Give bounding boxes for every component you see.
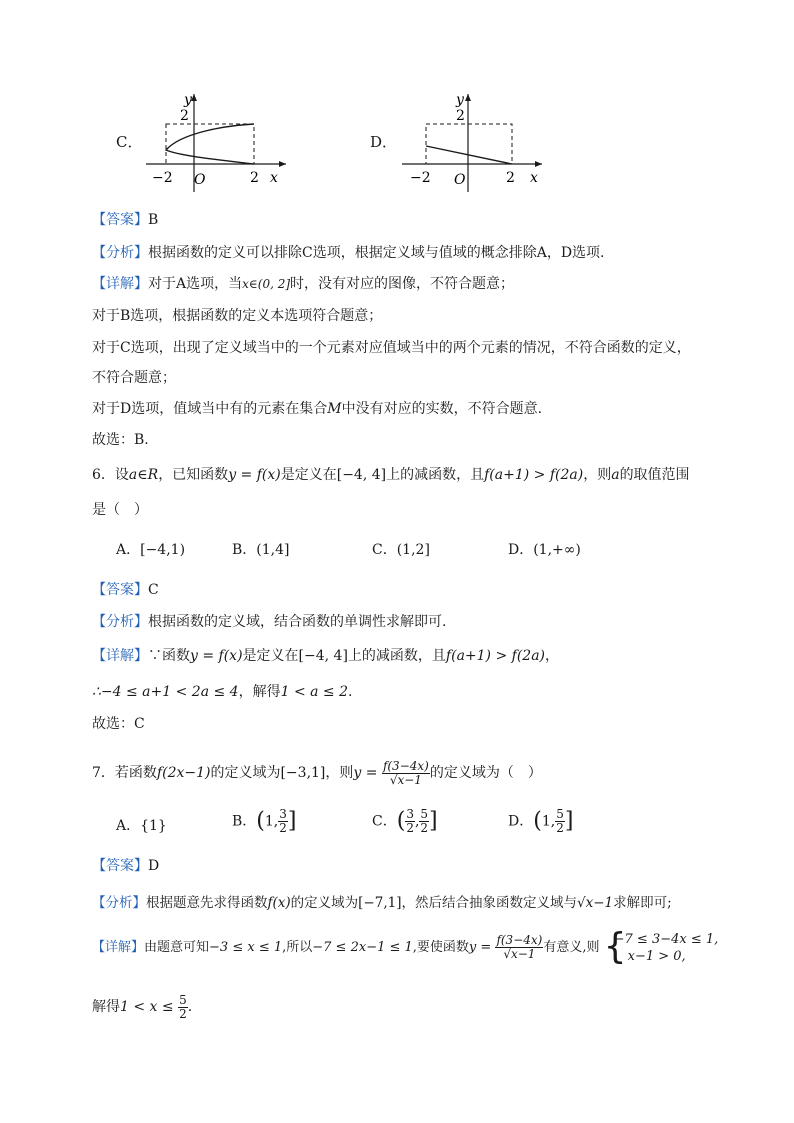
detail-tag: 【详解】 (92, 648, 148, 664)
answer-tag: 【答案】 (92, 858, 148, 874)
graph-c-y-label: y (184, 92, 192, 108)
option-prefix: D． (508, 813, 534, 830)
analysis-text: 求解即可; (613, 895, 672, 911)
solve-fraction (178, 994, 188, 1021)
answer-value: D (148, 858, 160, 874)
graph-d-segment (426, 146, 512, 164)
detail-text: ∵函数 (148, 648, 190, 664)
graph-d-tick-xneg: −2 (410, 170, 431, 186)
math-expr: y = (468, 940, 492, 955)
option-value: 1, (541, 813, 556, 830)
detail-text: 由题意可知 (144, 940, 210, 955)
q6-answer (92, 580, 159, 600)
option-prefix: B． (232, 813, 257, 830)
graph-d-origin: O (454, 172, 466, 188)
detail-tag: 【详解】 (92, 276, 148, 292)
brace: { (603, 925, 627, 967)
analysis-tag: 【分析】 (92, 895, 146, 911)
graph-d (396, 82, 556, 194)
math-expr: f(a+1) > f(2a) (445, 648, 546, 664)
graph-d-y-arrow (465, 94, 471, 101)
q5-detail-4: 不符合题意； (92, 370, 176, 386)
graph-c-tick-y: 2 (180, 108, 189, 124)
math-expr: a (611, 467, 620, 483)
inequality-system (603, 925, 719, 967)
detail-text: 对于D选项，值域当中有的元素在集合 (92, 401, 328, 417)
stem-text: 上的减函数，且 (386, 467, 485, 483)
stem-text: 是定义在 (280, 467, 337, 483)
graph-d-x-label: x (530, 170, 538, 186)
math-expr: ∴−4 ≤ a+1 < 2a ≤ 4 (92, 684, 239, 700)
q7-solve (92, 990, 192, 1024)
q6-option-d[interactable]: D．(1,+∞) (508, 542, 581, 558)
detail-text: ，解得 (238, 684, 281, 700)
math-expr: [−4, 4] (298, 648, 348, 664)
math-expr: [−7,1] (358, 895, 402, 911)
math-expr: 1 < a ≤ 2 (280, 684, 349, 700)
graph-c-origin: O (194, 172, 206, 188)
math-expr: y = f(x) (190, 648, 243, 664)
system-line: −7 ≤ 3−4x ≤ 1, (613, 931, 719, 947)
q5-detail-1 (92, 274, 514, 294)
detail-text: 中没有对应的实数，不符合题意. (341, 401, 543, 417)
fraction-numerator: f(3−4x) (382, 758, 429, 773)
fraction-numerator: 5 (179, 992, 187, 1007)
stem-text: ，则 (583, 467, 612, 483)
answer-value: C (148, 582, 159, 598)
q7-answer (92, 856, 159, 876)
fraction-numerator: 3 (406, 807, 414, 821)
detail-text: ， (545, 648, 560, 664)
q6-option-c[interactable]: C．(1,2] (372, 542, 430, 558)
answer-tag: 【答案】 (92, 582, 148, 598)
option-fraction (405, 808, 415, 835)
bracket: ] (564, 808, 574, 834)
math-expr: [−4, 4] (336, 467, 387, 483)
detail-fraction (495, 934, 543, 961)
math-expr: f(a+1) > f(2a) (484, 467, 584, 483)
fraction-numerator: 5 (556, 807, 564, 821)
graph-c-x-arrow (279, 161, 286, 167)
q5-conclusion: 故选：B. (92, 432, 149, 448)
graph-d-tick-y: 2 (456, 108, 465, 124)
q7-option-b[interactable] (232, 808, 296, 835)
detail-text: 解得 (92, 999, 120, 1015)
q7-detail (92, 925, 719, 968)
detail-text: . (348, 684, 353, 700)
stem-fraction (382, 760, 430, 787)
stem-text: ，则 (325, 765, 354, 781)
fraction-denominator: 2 (179, 1006, 187, 1021)
detail-text: . (187, 999, 193, 1015)
fraction-denominator: 2 (279, 821, 287, 835)
q6-option-a[interactable]: A．[−4,1) (116, 542, 186, 558)
q7-option-c[interactable] (372, 808, 438, 835)
q6-stem-2: 是（ ） (92, 502, 148, 518)
graph-d-y-label: y (456, 92, 464, 108)
fraction-denominator: √x−1 (389, 772, 422, 787)
q6-detail-2 (92, 682, 352, 702)
stem-text: ，已知函数 (158, 467, 229, 483)
q5-detail-3: 对于C选项，出现了定义域当中的一个元素对应值域当中的两个元素的情况，不符合函数的定义， (92, 340, 691, 356)
math-expr: −7 ≤ 2x−1 ≤ 1 (312, 940, 413, 955)
graph-c-curve (166, 124, 254, 164)
fraction-numerator: f(3−4x) (496, 933, 543, 947)
math-expr: M (327, 401, 342, 417)
detail-text: ,要使函数 (412, 940, 469, 955)
detail-tag: 【详解】 (92, 940, 145, 955)
q6-stem-1 (92, 465, 690, 485)
detail-text: 是定义在 (242, 648, 299, 664)
math-expr: f(x) (267, 895, 291, 911)
option-fraction (419, 808, 429, 835)
analysis-text: 根据函数的定义域，结合函数的单调性求解即可. (148, 614, 447, 630)
analysis-text: 的定义域为 (290, 895, 359, 911)
math-expr: f(2x−1) (156, 765, 211, 781)
graph-d-dashed-box (426, 124, 512, 164)
bracket: ] (287, 808, 297, 834)
analysis-text: ，然后结合抽象函数定义域与 (401, 895, 577, 911)
detail-text: 对于A选项，当 (148, 276, 243, 292)
graph-d-tick-xpos: 2 (506, 170, 515, 186)
q5-analysis (92, 243, 605, 263)
q7-stem (92, 756, 542, 790)
q6-detail-1 (92, 646, 559, 666)
stem-text: 的定义域为 (210, 765, 281, 781)
analysis-text: 根据函数的定义可以排除C选项，根据定义域与值域的概念排除A，D选项. (148, 245, 605, 261)
q7-option-d[interactable] (508, 808, 573, 835)
math-expr: √x−1 (576, 895, 614, 911)
stem-text: 的定义域为（ ） (429, 765, 542, 781)
bracket: ] (429, 808, 438, 834)
analysis-text: 根据题意先求得函数 (146, 895, 268, 911)
comma: , (414, 813, 420, 830)
stem-text: 的取值范围 (619, 467, 690, 483)
q5-answer (92, 210, 158, 230)
option-d-label: D． (370, 133, 398, 151)
answer-tag: 【答案】 (92, 212, 148, 228)
option-c-label: C． (116, 133, 143, 151)
math-expr: y = f(x) (228, 467, 281, 483)
graph-d-x-arrow (535, 161, 542, 167)
detail-text: 时，没有对应的图像，不符合题意； (290, 276, 515, 292)
q6-conclusion: 故选：C (92, 716, 145, 732)
math-expr: 1 < x ≤ (120, 999, 174, 1015)
fraction-denominator: 2 (420, 821, 429, 835)
math-expr: a∈R (128, 467, 159, 483)
graph-c-tick-xpos: 2 (250, 170, 259, 186)
fraction-denominator: √x−1 (503, 947, 536, 961)
detail-text: 有意义,则 (543, 940, 600, 955)
math-expr: x∈(0, 2] (242, 277, 291, 291)
fraction-numerator: 5 (420, 807, 429, 821)
stem-text: 6．设 (92, 467, 129, 483)
bracket: ( (533, 808, 542, 834)
stem-text: 7．若函数 (92, 765, 157, 781)
detail-text: 上的减函数，且 (347, 648, 446, 664)
option-fraction (278, 808, 288, 835)
fraction-denominator: 2 (406, 821, 414, 835)
bracket: ( (396, 808, 406, 834)
answer-value: B (148, 212, 159, 228)
graph-c (140, 82, 300, 194)
analysis-tag: 【分析】 (92, 614, 148, 630)
math-expr: [−3,1] (280, 765, 326, 781)
detail-text: ,所以 (282, 940, 313, 955)
fraction-numerator: 3 (279, 807, 287, 821)
q6-analysis (92, 612, 446, 632)
option-prefix: C． (372, 813, 397, 830)
math-expr: −3 ≤ x ≤ 1 (209, 940, 283, 955)
option-value: 1, (264, 813, 279, 830)
math-expr: y = (353, 765, 378, 781)
q5-detail-5 (92, 399, 542, 419)
q6-option-b[interactable]: B．(1,4] (232, 542, 290, 558)
option-fraction (555, 808, 565, 835)
analysis-tag: 【分析】 (92, 245, 148, 261)
fraction-denominator: 2 (556, 821, 564, 835)
q7-option-a[interactable]: A．{1} (116, 818, 167, 834)
bracket: ( (256, 808, 265, 834)
q5-detail-2: 对于B选项，根据函数的定义本选项符合题意； (92, 308, 383, 324)
q7-analysis (92, 893, 672, 913)
graph-c-tick-xneg: −2 (152, 170, 173, 186)
graph-c-x-label: x (270, 170, 278, 186)
system-line: x−1 > 0, (627, 948, 686, 964)
